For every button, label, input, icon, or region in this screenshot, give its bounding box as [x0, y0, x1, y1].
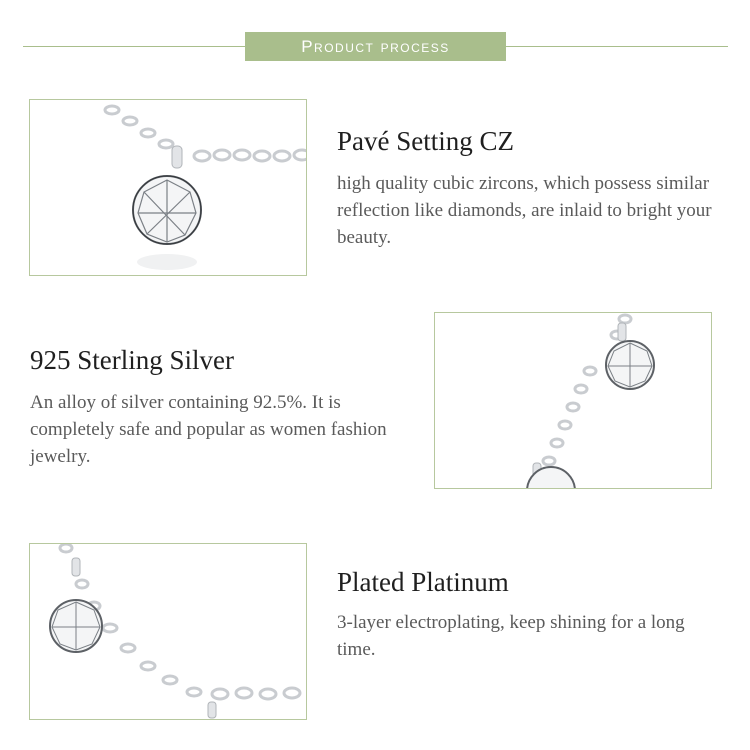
feature-photo-plated-platinum [29, 543, 307, 720]
feature-title-plated-platinum: Plated Platinum [337, 567, 509, 597]
feature-photo-sterling-silver [434, 312, 712, 489]
section-header-title: Product process [301, 36, 450, 56]
feature-photo-pave-setting [29, 99, 307, 276]
feature-title-pave-setting: Pavé Setting CZ [337, 126, 514, 156]
feature-title-sterling-silver: 925 Sterling Silver [30, 345, 234, 375]
header-line-right [506, 46, 728, 47]
feature-description-pave-setting: high quality cubic zircons, which possess similar reflection like diamonds, are inlaid to bright your beauty. [337, 173, 712, 248]
header-line-left [23, 46, 245, 47]
necklace-chain-photo-icon [435, 313, 712, 489]
feature-description-sterling-silver: An alloy of silver containing 92.5%. It is completely safe and popular as women fashion jewelry. [30, 392, 387, 467]
section-header-badge [245, 32, 506, 61]
necklace-pendant-photo-icon [30, 100, 307, 276]
necklace-plated-photo-icon [30, 544, 307, 720]
feature-description-plated-platinum: 3-layer electroplating, keep shining for a long time. [337, 612, 685, 660]
